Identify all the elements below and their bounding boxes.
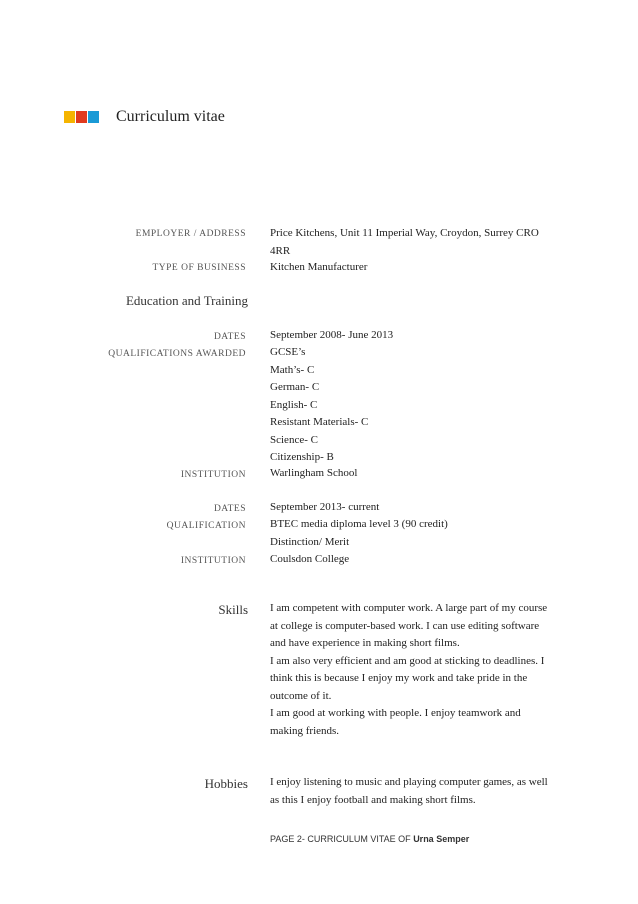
hobbies-text (270, 774, 548, 809)
institution-value (270, 551, 542, 569)
employer-label: EMPLOYER / ADDRESS (135, 229, 246, 239)
institution-value (270, 465, 542, 483)
list-item: BTEC media diploma level 3 (90 credit) (270, 518, 448, 530)
skills-line: outcome of it. (270, 689, 332, 702)
list-item: Citizenship- B (270, 451, 334, 463)
list-item: German- C (270, 381, 320, 393)
institution-label: INSTITUTION (180, 470, 246, 480)
page-footer (270, 834, 469, 844)
dates-value-text: September 2008- June 2013 (270, 329, 394, 341)
list-item: Math’s- C (270, 363, 315, 376)
institution-value-text: Warlingham School (270, 467, 358, 479)
hobbies-line: as this I enjoy football and making short films. (270, 793, 476, 806)
skills-line: I am also very efficient and am good at sticking to deadlines. I (270, 654, 545, 667)
hobbies-line: I enjoy listening to music and playing computer games, as well (270, 776, 548, 788)
skills-line: making friends. (270, 724, 340, 737)
list-item: GCSE’s (270, 346, 306, 358)
list-item: English- C (270, 398, 318, 411)
employer-line: 4RR (270, 244, 291, 257)
dates-value-text: September 2013- current (270, 501, 380, 513)
footer-prefix: PAGE 2- CURRICULUM VITAE OF (270, 834, 414, 844)
qualifications-label: QUALIFICATIONS AWARDED (108, 349, 246, 359)
qualification-list (270, 516, 542, 551)
skills-line: at college is computer-based work. I can use editing software (270, 619, 540, 632)
qualifications-list (270, 344, 542, 467)
employer-value (270, 225, 542, 260)
employer-line: Price Kitchens, Unit 11 Imperial Way, Croydon, Surrey CRO (270, 227, 539, 239)
education-heading: Education and Training (125, 293, 248, 308)
institution-label: INSTITUTION (180, 556, 246, 566)
qualification-label: QUALIFICATION (166, 521, 246, 531)
dates-label: DATES (213, 504, 246, 514)
institution-value-text: Coulsdon College (270, 553, 350, 565)
skills-text (270, 600, 548, 740)
skills-line: I am good at working with people. I enjoy teamwork and (270, 707, 521, 719)
business-value-text: Kitchen Manufacturer (270, 261, 368, 273)
business-value (270, 259, 542, 277)
skills-line: think this is because I enjoy my work and take pride in the (270, 672, 528, 684)
business-label: TYPE OF BUSINESS (152, 263, 246, 273)
dates-label: DATES (213, 332, 246, 342)
skills-line: I am competent with computer work. A large part of my course (270, 602, 548, 614)
logo-square-red (76, 111, 87, 123)
hobbies-heading: Hobbies (204, 776, 248, 791)
logo-square-blue (88, 111, 99, 123)
dates-value (270, 499, 542, 517)
skills-heading: Skills (218, 602, 248, 617)
cv-header (64, 108, 225, 126)
list-item: Science- C (270, 433, 318, 446)
list-item: Resistant Materials- C (270, 416, 369, 428)
dates-value (270, 327, 542, 345)
skills-line: and have experience in making short films. (270, 637, 460, 649)
footer-name: Urna Semper (413, 834, 470, 844)
logo-square-yellow (64, 111, 75, 123)
page-title: Curriculum vitae (116, 108, 225, 125)
list-item: Distinction/ Merit (270, 535, 350, 548)
